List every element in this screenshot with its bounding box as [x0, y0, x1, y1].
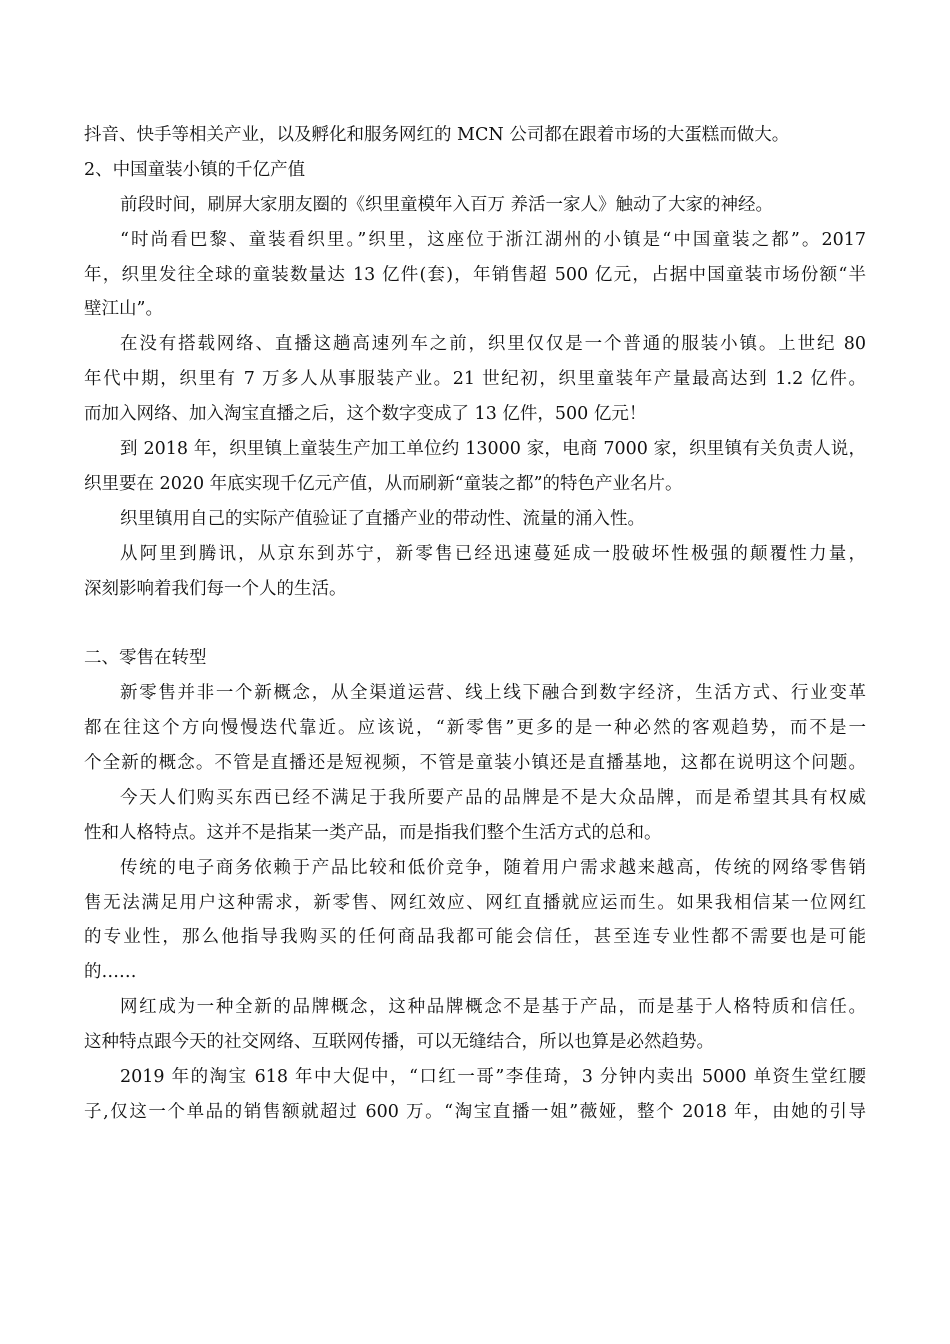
text-line: 的…… [84, 962, 137, 983]
text-line: 性和人格特点。这并不是指某一类产品，而是指我们整个生活方式的总和。 [84, 822, 662, 843]
text-line: 织里要在 2020 年底实现千亿元产值，从而刷新“童装之都”的特色产业名片。 [84, 473, 683, 494]
text-line: 售无法满足用户这种需求，新零售、网红效应、网红直播就应运而生。如果我相信某一位网红 [84, 892, 866, 913]
text-line: 个全新的概念。不管是直播还是短视频，不管是童装小镇还是直播基地，这都在说明这个问题。 [84, 753, 866, 774]
text-line: 传统的电子商务依赖于产品比较和低价竞争，随着用户需求越来越高，传统的网络零售销 [120, 857, 866, 878]
text-line: 今天人们购买东西已经不满足于我所要产品的品牌是不是大众品牌，而是希望其具有权威 [120, 787, 866, 808]
text-line: 2019 年的淘宝 618 年中大促中，“口红一哥”李佳琦，3 分钟内卖出 5000 单资生堂红腰 [120, 1067, 866, 1088]
text-line: 二、零售在转型 [84, 648, 207, 669]
text-line: 这种特点跟今天的社交网络、互联网传播，可以无缝结合，所以也算是必然趋势。 [84, 1032, 714, 1053]
text-line: 都在往这个方向慢慢迭代靠近。应该说，“新零售”更多的是一种必然的客观趋势，而不是一 [84, 718, 866, 739]
text-line: 网红成为一种全新的品牌概念，这种品牌概念不是基于产品，而是基于人格特质和信任。 [120, 997, 866, 1018]
text-line: 深刻影响着我们每一个人的生活。 [84, 578, 347, 599]
blank-line [84, 606, 866, 641]
text-line: 从阿里到腾讯，从京东到苏宁，新零售已经迅速蔓延成一股破坏性极强的颠覆性力量， [120, 543, 866, 564]
text-line: 织里镇用自己的实际产值验证了直播产业的带动性、流量的涌入性。 [120, 508, 645, 529]
text-line: 在没有搭载网络、直播这趟高速列车之前，织里仅仅是一个普通的服装小镇。上世纪 80 [120, 334, 866, 355]
text-line: “时尚看巴黎、童装看织里。”织里，这座位于浙江湖州的小镇是“中国童装之都”。2017 [120, 229, 866, 250]
text-line: 而加入网络、加入淘宝直播之后，这个数字变成了 13 亿件，500 亿元！ [84, 404, 647, 425]
text-line: 2、中国童装小镇的千亿产值 [84, 159, 306, 180]
text-line: 到 2018 年，织里镇上童装生产加工单位约 13000 家，电商 7000 家，织里镇有关负责人说， [120, 439, 866, 460]
text-line: 前段时间，刷屏大家朋友圈的《织里童模年入百万 养活一家人》触动了大家的神经。 [120, 194, 774, 215]
text-line: 年，织里发往全球的童装数量达 13 亿件(套)，年销售超 500 亿元，占据中国童装市场份额“半 [84, 264, 866, 285]
text-line: 抖音、快手等相关产业，以及孵化和服务网红的 MCN 公司都在跟着市场的大蛋糕而做大。 [84, 125, 790, 145]
text-line: 壁江山”。 [84, 299, 163, 320]
document-body [84, 118, 866, 1130]
text-line: 新零售并非一个新概念，从全渠道运营、线上线下融合到数字经济，生活方式、行业变革 [120, 683, 866, 704]
text-line: 子,仅这一个单品的销售额就超过 600 万。“淘宝直播一姐”薇娅，整个 2018 年，由她的引导 [84, 1101, 866, 1122]
text-line: 年代中期，织里有 7 万多人从事服装产业。21 世纪初，织里童装年产量最高达到 1.2 亿件。 [84, 369, 866, 390]
text-line: 的专业性，那么他指导我购买的任何商品我都可能会信任，甚至连专业性都不需要也是可能 [84, 927, 866, 948]
